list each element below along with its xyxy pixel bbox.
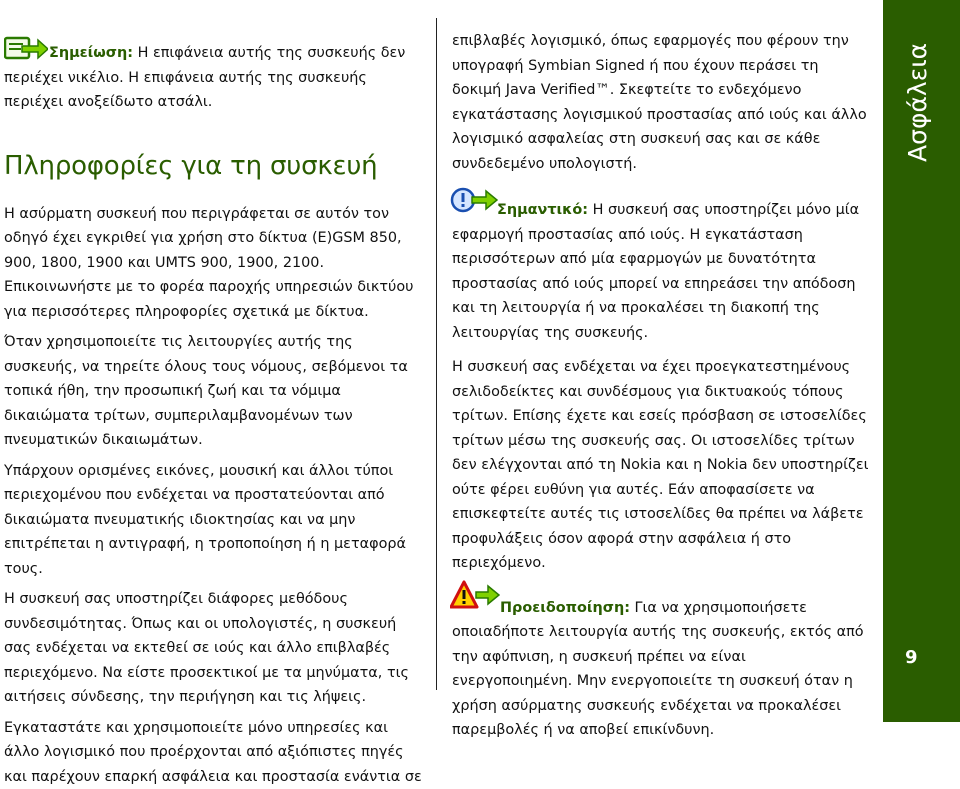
page-number: 9 xyxy=(905,646,918,671)
note-text: Η επιφάνεια αυτής της συσκευής δεν περιέχει νικέλιο. Η επιφάνεια αυτής της συσκευής περιέχει ανοξείδωτο ατσάλι. xyxy=(4,45,405,110)
warning-text: Για να χρησιμοποιήσετε οποιαδήποτε λειτουργία αυτής της συσκευής, εκτός από την αφύπνιση, η συσκευή πρέπει να είναι ενεργοποιημένη. Μην ενεργοποιείτε τη συσκευή όταν η χρήση ασύρματης συσκευής ενδέχεται να προκαλέσει παρεμβολές ή να αποβεί επικίνδυνη. xyxy=(452,600,864,739)
note-label: Σημείωση: xyxy=(49,45,133,61)
warning-block xyxy=(452,596,870,743)
body-paragraph: Όταν χρησιμοποιείτε τις λειτουργίες αυτής της συσκευής, να τηρείτε όλους τους νόμους, σεβόμενοι τα τοπικά ήθη, την προσωπική ζωή και τα νόμιμα δικαιώματα τρίτων, συμπεριλαμβανομένων των πνευματικών δικαιωμάτων. xyxy=(4,330,424,453)
body-paragraph: Εγκαταστάτε και χρησιμοποιείτε μόνο υπηρεσίες και άλλο λογισμικό που προέρχονται από αξιόπιστες πηγές και παρέχουν επαρκή ασφάλεια και προστασία ενάντια σε xyxy=(4,716,424,789)
important-paragraph xyxy=(452,198,870,345)
note-paragraph xyxy=(4,41,424,115)
warning-label: Προειδοποίηση: xyxy=(500,600,630,616)
body-paragraph: επιβλαβές λογισμικό, όπως εφαρμογές που φέρουν την υπογραφή Symbian Signed ή που έχουν περάσει τη δοκιμή Java Verified™. Σκεφτείτε το ενδεχόμενο εγκατάστασης λογισμικού προστασίας από ιούς και άλλο λογισμικό ασφαλείας στη συσκευή σας και σε κάθε συνδεδεμένο υπολογιστή. xyxy=(452,29,870,176)
section-title: Ασφάλεια xyxy=(896,12,940,162)
important-text: Η συσκευή σας υποστηρίζει μόνο μία εφαρμογή προστασίας από ιούς. Η εγκατάσταση περισσότερων από μία εφαρμογών με δυνατότητα προστασίας από ιούς μπορεί να επηρεάσει την απόδοση και τη λειτουργία ή να προκαλέσει τη διακοπή της λειτουργίας της συσκευής. xyxy=(452,202,859,341)
column-divider xyxy=(436,18,437,690)
left-column xyxy=(4,0,424,789)
important-label: Σημαντικό: xyxy=(497,202,588,218)
right-column xyxy=(452,0,870,743)
important-block xyxy=(452,198,870,345)
page-title: Πληροφορίες για τη συσκευή xyxy=(4,150,424,182)
body-paragraph: Η συσκευή σας ενδέχεται να έχει προεγκατεστημένους σελιδοδείκτες και συνδέσμους για δικτυακούς τόπους τρίτων. Επίσης έχετε και εσείς πρόσβαση σε ιστοσελίδες τρίτων μέσω της συσκευής σας. Οι ιστοσελίδες τρίτων δεν ελέγχονται από τη Nokia και η Nokia δεν υποστηρίζει ούτε φέρει ευθύνη για αυτές. Εάν αποφασίσετε να επισκεφτείτε αυτές τις ιστοσελίδες θα πρέπει να λάβετε προφυλάξεις όσον αφορά στην ασφάλεια ή στο περιεχόμενο. xyxy=(452,355,870,576)
warning-paragraph xyxy=(452,596,870,743)
body-paragraph: Η συσκευή σας υποστηρίζει διάφορες μεθόδους συνδεσιμότητας. Όπως και οι υπολογιστές, η συσκευή σας ενδέχεται να εκτεθεί σε ιούς και άλλο επιβλαβές περιεχόμενο. Να είστε προσεκτικοί με τα μηνύματα, τις αιτήσεις σύνδεσης, την περιήγηση και τις λήψεις. xyxy=(4,587,424,710)
body-paragraph: Η ασύρματη συσκευή που περιγράφεται σε αυτόν τον οδηγό έχει εγκριθεί για χρήση στο δίκτυα (E)GSM 850, 900, 1800, 1900 και UMTS 900, 1900, 2100. Επικοινωνήστε με το φορέα παροχής υπηρεσιών δικτύου για περισσότερες πληροφορίες σχετικά με δίκτυα. xyxy=(4,202,424,325)
body-paragraph: Υπάρχουν ορισμένες εικόνες, μουσική και άλλοι τύποι περιεχομένου που ενδέχεται να προστατεύονται από δικαιώματα πνευματικής ιδιοκτησίας και να μην επιτρέπεται η αντιγραφή, η τροποποίηση ή η μεταφορά τους. xyxy=(4,459,424,582)
